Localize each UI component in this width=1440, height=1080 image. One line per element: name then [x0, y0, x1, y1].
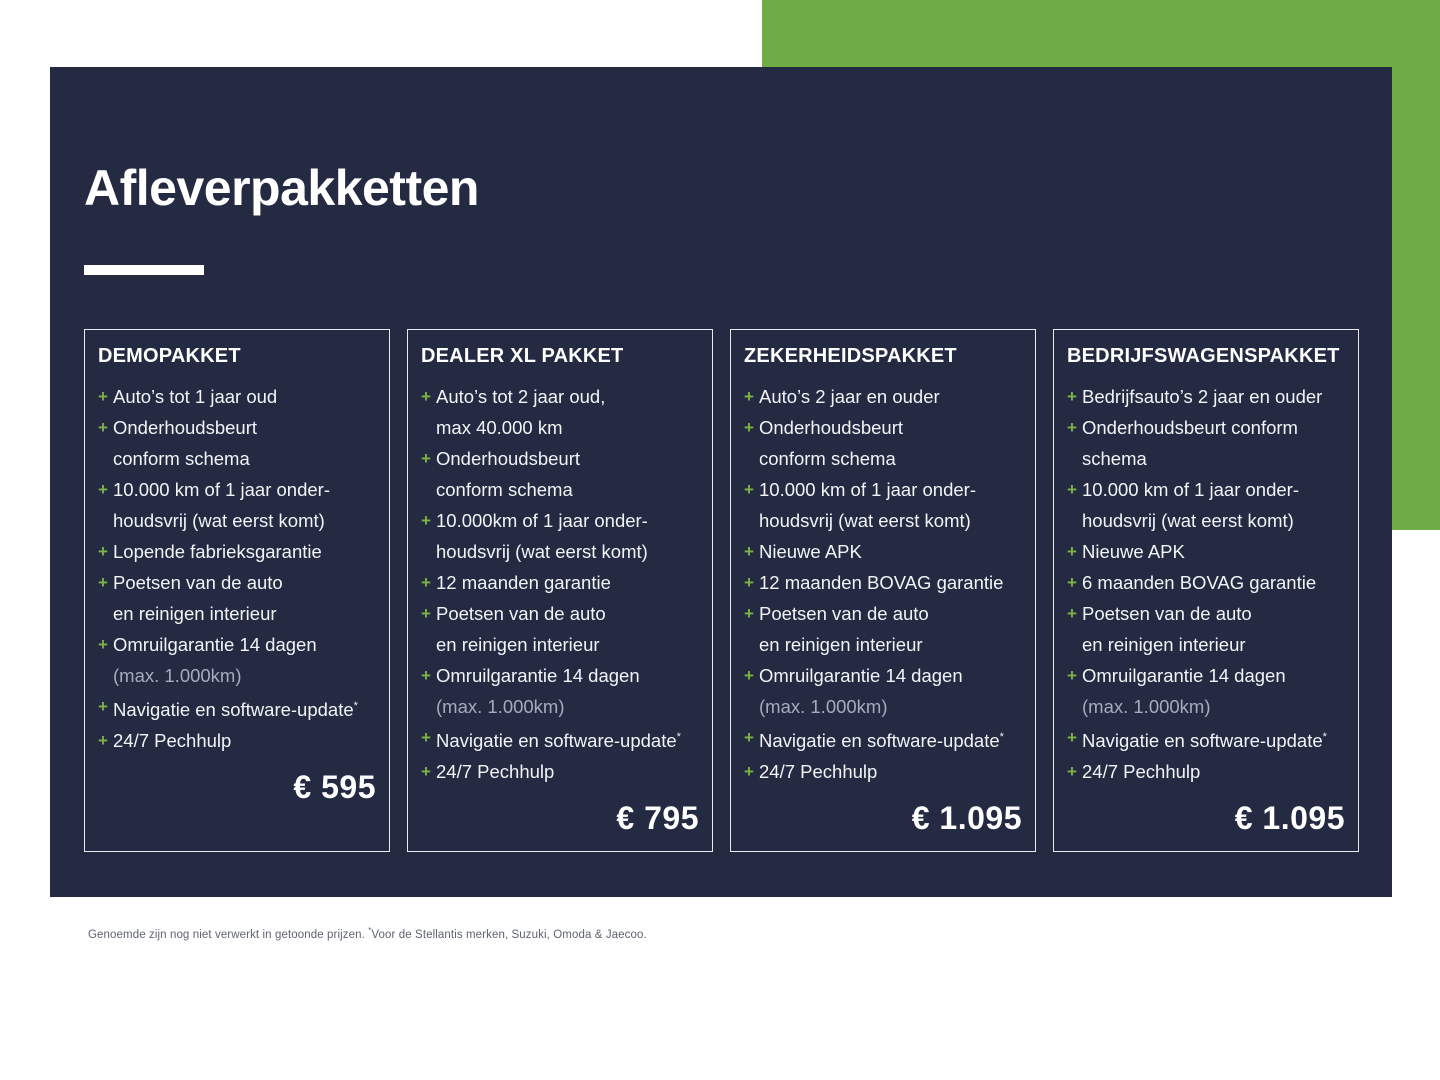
plus-icon: +	[1067, 480, 1077, 499]
feature-text: Poetsen van de auto	[436, 603, 606, 624]
feature-text: schema	[1082, 448, 1147, 469]
plus-icon: +	[421, 762, 431, 782]
plus-icon: +	[744, 387, 754, 406]
feature-line	[98, 381, 376, 412]
feature-line	[744, 474, 1022, 505]
feature-line	[98, 598, 376, 629]
package-card	[730, 329, 1036, 852]
package-card	[1053, 329, 1359, 852]
feature-text: (max. 1.000km)	[759, 696, 888, 717]
feature-line	[1067, 567, 1345, 598]
feature-text: Auto’s tot 2 jaar oud,	[436, 386, 606, 407]
plus-icon: +	[98, 697, 108, 716]
feature-line	[1067, 536, 1345, 567]
feature-text: Onderhoudsbeurt	[113, 417, 257, 438]
feature-line	[744, 722, 1022, 756]
feature-line	[744, 505, 1022, 536]
footnote-asterisk: *	[368, 926, 372, 935]
plus-icon: +	[744, 762, 754, 782]
feature-list	[744, 381, 1022, 787]
feature-text: Navigatie en software-update	[1082, 730, 1323, 752]
feature-text: 24/7 Pechhulp	[759, 761, 878, 783]
feature-line	[98, 505, 376, 536]
feature-line	[744, 567, 1022, 598]
feature-text: houdsvrij (wat eerst komt)	[1082, 510, 1294, 531]
feature-text: Lopende fabrieksgarantie	[113, 541, 322, 562]
feature-list	[421, 381, 699, 787]
feature-list	[1067, 381, 1345, 787]
feature-line	[421, 443, 699, 474]
feature-text: Onderhoudsbeurt	[759, 417, 903, 438]
feature-text: Auto’s tot 1 jaar oud	[113, 386, 278, 407]
feature-line	[744, 412, 1022, 443]
package-price: € 795	[616, 800, 699, 837]
feature-line	[98, 660, 376, 691]
plus-icon: +	[1067, 728, 1077, 747]
main-panel	[50, 67, 1392, 897]
feature-text: 10.000 km of 1 jaar onder-	[113, 479, 330, 500]
feature-line	[98, 629, 376, 660]
package-card	[407, 329, 713, 852]
feature-line	[1067, 505, 1345, 536]
feature-text: Onderhoudsbeurt	[436, 448, 580, 469]
asterisk-superscript: *	[999, 731, 1004, 743]
feature-text: en reinigen interieur	[436, 634, 600, 655]
plus-icon: +	[1067, 762, 1077, 782]
feature-line	[744, 598, 1022, 629]
feature-text: 10.000 km of 1 jaar onder-	[759, 479, 976, 500]
feature-text: Navigatie en software-update	[759, 730, 1000, 752]
feature-line	[1067, 756, 1345, 787]
plus-icon: +	[744, 728, 754, 747]
feature-line	[421, 381, 699, 412]
feature-text: (max. 1.000km)	[1082, 696, 1211, 717]
feature-line	[421, 722, 699, 756]
plus-icon: +	[421, 666, 431, 685]
feature-line	[421, 629, 699, 660]
feature-line	[1067, 660, 1345, 691]
plus-icon: +	[1067, 573, 1077, 592]
feature-line	[1067, 412, 1345, 443]
plus-icon: +	[421, 728, 431, 747]
feature-line	[744, 691, 1022, 722]
feature-text: 24/7 Pechhulp	[113, 730, 232, 752]
feature-text: (max. 1.000km)	[113, 665, 242, 686]
feature-text: Poetsen van de auto	[1082, 603, 1252, 624]
feature-text: Auto’s 2 jaar en ouder	[759, 386, 940, 407]
plus-icon: +	[98, 635, 108, 654]
feature-line	[744, 536, 1022, 567]
plus-icon: +	[98, 542, 108, 561]
feature-text: Omruilgarantie 14 dagen	[436, 665, 640, 686]
feature-line	[98, 443, 376, 474]
feature-text: 24/7 Pechhulp	[436, 761, 555, 783]
plus-icon: +	[1067, 604, 1077, 623]
plus-icon: +	[744, 418, 754, 437]
feature-line	[1067, 474, 1345, 505]
plus-icon: +	[744, 604, 754, 623]
plus-icon: +	[1067, 418, 1077, 437]
feature-text: Navigatie en software-update	[113, 699, 354, 721]
feature-line	[1067, 381, 1345, 412]
feature-text: Poetsen van de auto	[759, 603, 929, 624]
feature-text: Poetsen van de auto	[113, 572, 283, 593]
feature-text: conform schema	[759, 448, 896, 469]
feature-line	[421, 598, 699, 629]
feature-line	[421, 567, 699, 598]
asterisk-superscript: *	[676, 731, 681, 743]
feature-line	[744, 381, 1022, 412]
feature-text: max 40.000 km	[436, 417, 563, 438]
feature-list	[98, 381, 376, 756]
feature-text: conform schema	[436, 479, 573, 500]
feature-line	[744, 756, 1022, 787]
footnote	[88, 926, 647, 941]
asterisk-superscript: *	[353, 700, 358, 712]
feature-line	[98, 412, 376, 443]
plus-icon: +	[744, 666, 754, 685]
feature-text: Bedrijfsauto’s 2 jaar en ouder	[1082, 386, 1323, 407]
feature-line	[98, 725, 376, 756]
asterisk-superscript: *	[1322, 731, 1327, 743]
feature-line	[421, 505, 699, 536]
plus-icon: +	[744, 480, 754, 499]
plus-icon: +	[1067, 542, 1077, 561]
plus-icon: +	[1067, 666, 1077, 685]
feature-text: en reinigen interieur	[1082, 634, 1246, 655]
package-title: DEALER XL PAKKET	[421, 345, 624, 367]
plus-icon: +	[98, 480, 108, 499]
plus-icon: +	[1067, 387, 1077, 406]
feature-line	[1067, 443, 1345, 474]
feature-text: 12 maanden BOVAG garantie	[759, 572, 1004, 593]
feature-line	[421, 756, 699, 787]
package-price: € 595	[293, 769, 376, 806]
feature-line	[1067, 722, 1345, 756]
feature-line	[744, 629, 1022, 660]
feature-line	[98, 474, 376, 505]
feature-line	[421, 660, 699, 691]
plus-icon: +	[98, 387, 108, 406]
plus-icon: +	[744, 542, 754, 561]
footnote-text-after: Voor de Stellantis merken, Suzuki, Omoda & Jaecoo.	[371, 928, 647, 941]
feature-text: (max. 1.000km)	[436, 696, 565, 717]
feature-text: 12 maanden garantie	[436, 572, 611, 593]
feature-line	[98, 567, 376, 598]
plus-icon: +	[421, 511, 431, 530]
footnote-text-before: Genoemde zijn nog niet verwerkt in getoonde prijzen.	[88, 928, 369, 941]
feature-text: Nieuwe APK	[1082, 541, 1185, 562]
feature-text: 10.000km of 1 jaar onder-	[436, 510, 648, 531]
plus-icon: +	[421, 604, 431, 623]
plus-icon: +	[98, 573, 108, 592]
plus-icon: +	[98, 731, 108, 751]
feature-line	[1067, 629, 1345, 660]
title-underline	[84, 265, 204, 275]
plus-icon: +	[421, 573, 431, 592]
feature-text: 10.000 km of 1 jaar onder-	[1082, 479, 1299, 500]
feature-line	[1067, 598, 1345, 629]
package-card	[84, 329, 390, 852]
feature-text: houdsvrij (wat eerst komt)	[113, 510, 325, 531]
feature-line	[421, 536, 699, 567]
plus-icon: +	[98, 418, 108, 437]
feature-line	[744, 443, 1022, 474]
package-title: BEDRIJFSWAGENSPAKKET	[1067, 345, 1340, 367]
package-title: ZEKERHEIDSPAKKET	[744, 345, 957, 367]
feature-line	[744, 660, 1022, 691]
feature-text: en reinigen interieur	[113, 603, 277, 624]
feature-text: houdsvrij (wat eerst komt)	[759, 510, 971, 531]
feature-line	[1067, 691, 1345, 722]
page-title: Afleverpakketten	[84, 160, 479, 216]
feature-text: 6 maanden BOVAG garantie	[1082, 572, 1317, 593]
feature-text: en reinigen interieur	[759, 634, 923, 655]
feature-text: Nieuwe APK	[759, 541, 862, 562]
feature-text: Onderhoudsbeurt conform	[1082, 417, 1298, 438]
feature-line	[98, 691, 376, 725]
feature-text: Omruilgarantie 14 dagen	[113, 634, 317, 655]
plus-icon: +	[421, 387, 431, 406]
feature-text: Omruilgarantie 14 dagen	[759, 665, 963, 686]
feature-line	[98, 536, 376, 567]
feature-line	[421, 474, 699, 505]
feature-line	[421, 691, 699, 722]
feature-text: 24/7 Pechhulp	[1082, 761, 1201, 783]
feature-text: Omruilgarantie 14 dagen	[1082, 665, 1286, 686]
feature-line	[421, 412, 699, 443]
feature-text: Navigatie en software-update	[436, 730, 677, 752]
package-cards-row	[84, 329, 1359, 852]
feature-text: conform schema	[113, 448, 250, 469]
package-price: € 1.095	[911, 800, 1022, 837]
feature-text: houdsvrij (wat eerst komt)	[436, 541, 648, 562]
package-title: DEMOPAKKET	[98, 345, 241, 367]
plus-icon: +	[744, 573, 754, 592]
plus-icon: +	[421, 449, 431, 468]
package-price: € 1.095	[1234, 800, 1345, 837]
